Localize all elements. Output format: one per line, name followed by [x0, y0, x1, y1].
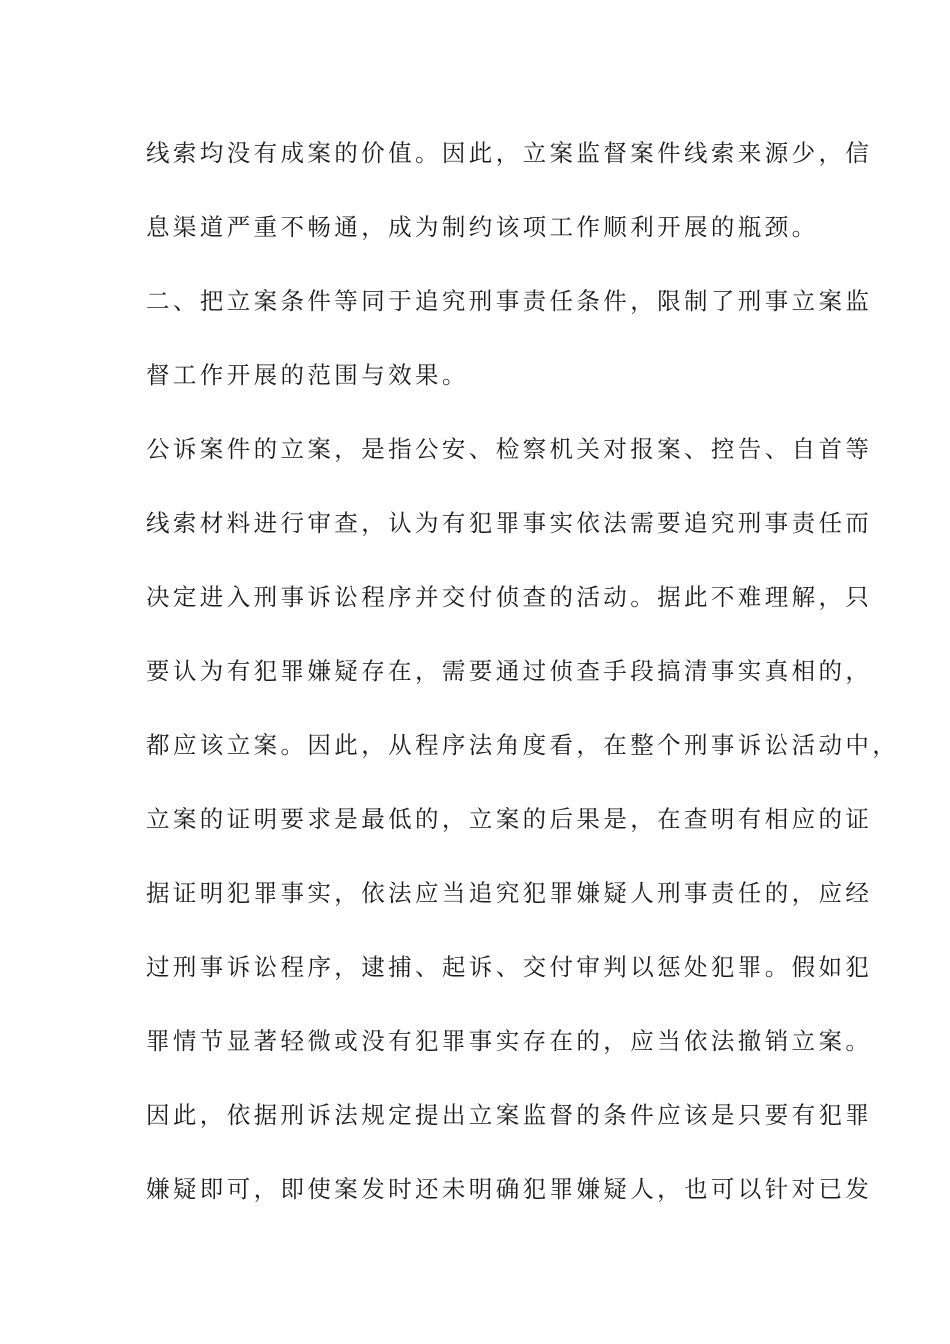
text-line-5: 公诉案件的立案，是指公安、检察机关对报案、控告、自首等	[146, 435, 873, 463]
text-line-8: 要认为有犯罪嫌疑存在，需要通过侦查手段搞清事实真相的，	[146, 657, 873, 685]
text-line-7: 决定进入刑事诉讼程序并交付侦查的活动。据此不难理解，只	[146, 583, 873, 611]
text-line-15: 嫌疑即可，即使案发时还未明确犯罪嫌疑人，也可以针对已发	[146, 1175, 873, 1203]
section-heading: 二、把立案条件等同于追究刑事责任条件，限制了刑事立案监	[146, 287, 873, 315]
body-text	[146, 128, 900, 1238]
section-heading-continued: 督工作开展的范围与效果。	[146, 361, 469, 389]
text-line-6: 线索材料进行审查，认为有犯罪事实依法需要追究刑事责任而	[146, 509, 873, 537]
text-line-2: 息渠道严重不畅通，成为制约该项工作顺利开展的瓶颈。	[146, 213, 819, 241]
text-line-13: 罪情节显著轻微或没有犯罪事实存在的，应当依法撤销立案。	[146, 1027, 873, 1055]
text-line-11: 据证明犯罪事实，依法应当追究犯罪嫌疑人刑事责任的，应经	[146, 879, 873, 907]
text-line-10: 立案的证明要求是最低的，立案的后果是，在查明有相应的证	[146, 805, 873, 833]
text-line-1: 线索均没有成案的价值。因此，立案监督案件线索来源少，信	[146, 139, 873, 167]
text-line-9: 都应该立案。因此，从程序法角度看，在整个刑事诉讼活动中，	[146, 731, 900, 759]
text-line-14: 因此，依据刑诉法规定提出立案监督的条件应该是只要有犯罪	[146, 1101, 873, 1129]
text-line-12: 过刑事诉讼程序，逮捕、起诉、交付审判以惩处犯罪。假如犯	[146, 953, 873, 981]
